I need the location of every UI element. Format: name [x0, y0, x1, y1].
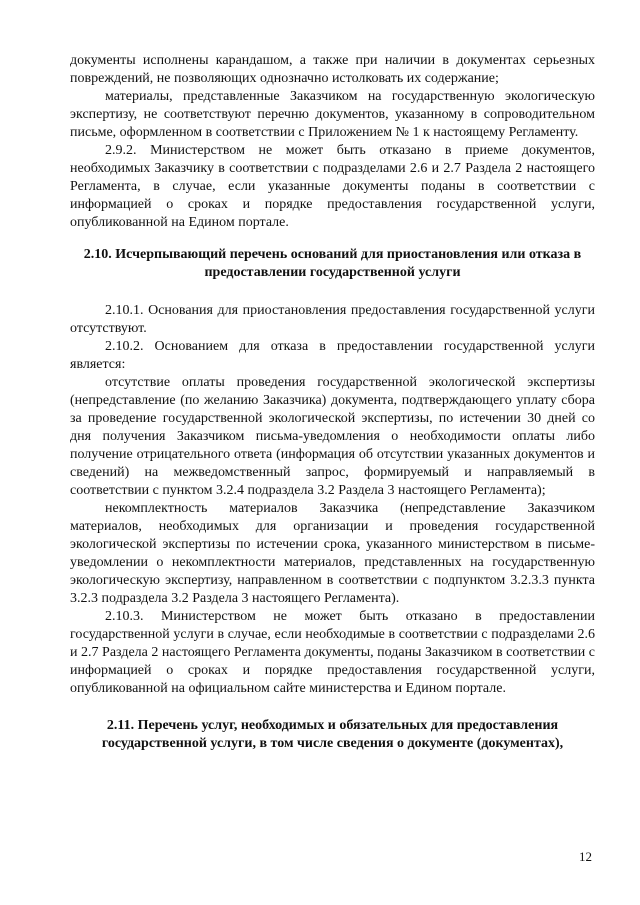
paragraph-no-payment: отсутствие оплаты проведения государственной экологической экспертизы (непредставление (по желанию Заказчика) документа, подтверждающего уплату сбора за проведение государственной экологической экспертизы, по истечении 30 дней со дня получения Заказчиком письма-уведомления о необходимости оплаты либо получение отрицательного ответа (информация об отсутствии указанных документов и сведений) на межведомственный запрос, формируемый и направляемый в соответствии с пунктом 3.2.4 подраздела 3.2 Раздела 3 настоящего Регламента); [70, 375, 595, 498]
paragraph-materials-mismatch: материалы, представленные Заказчиком на государственную экологическую экспертизу, не соответствуют перечню документов, указанному в сопроводительном письме, оформленном в соответствии с Приложением № 1 к настоящему Регламенту. [70, 89, 595, 140]
document-page [70, 52, 595, 753]
section-heading-2-11: 2.11. Перечень услуг, необходимых и обязательных для предоставления государственной услуги, в том числе сведения о документе (документах), [101, 718, 564, 751]
paragraph-2-9-2: 2.9.2. Министерством не может быть отказано в приеме документов, необходимых Заказчику в соответствии с подразделами 2.6 и 2.7 Раздела 2 настоящего Регламента, в случае, если указанные документы поданы в соответствии с информацией о сроках и порядке предоставления государственной услуги, опубликованной на Едином портале. [70, 143, 595, 230]
paragraph-2-10-2: 2.10.2. Основанием для отказа в предоставлении государственной услуги является: [70, 339, 595, 372]
paragraph-2-10-1: 2.10.1. Основания для приостановления предоставления государственной услуги отсутствуют. [70, 303, 595, 336]
paragraph-incomplete-materials: некомплектность материалов Заказчика (непредставление Заказчиком материалов, необходимых для организации и проведения государственной экологической экспертизы по истечении срока, указанного министерством в письме-уведомлении о некомплектности материалов, представленных на государственную экологическую экспертизу, направленном в соответствии с подпунктом 3.2.3.3 пункта 3.2.3 подраздела 3.2 Раздела 3 настоящего Регламента). [70, 501, 595, 606]
paragraph-2-10-3: 2.10.3. Министерством не может быть отказано в предоставлении государственной услуги в случае, если необходимые в соответствии с подразделами 2.6 и 2.7 Раздела 2 настоящего Регламента документы, поданы Заказчиком в соответствии с информацией о сроках и порядке предоставления государственной услуги, опубликованной на официальном сайте министерства и Едином портале. [70, 609, 595, 696]
section-heading-2-10: 2.10. Исчерпывающий перечень оснований для приостановления или отказа в предоставлении государственной услуги [83, 247, 582, 280]
page-number: 12 [579, 849, 592, 864]
paragraph-documents-pencil: документы исполнены карандашом, а также при наличии в документах серьезных повреждений, не позволяющих однозначно истолковать их содержание; [70, 53, 595, 86]
